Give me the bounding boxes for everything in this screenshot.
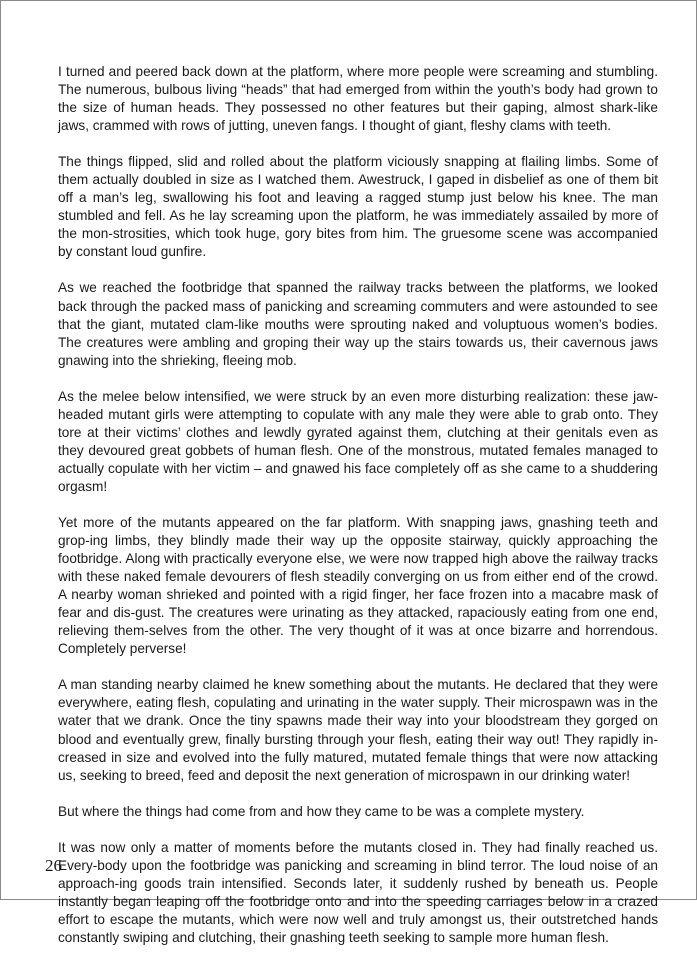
page-number: 26 xyxy=(45,856,62,875)
paragraph-8: It was now only a matter of moments before the mutants closed in. They had finally reached us. Every-body upon the footbridge was panicking and screaming in blind terror. The loud noise of an approach-ing goods train intensified. Seconds later, it suddenly rushed by beneath us. People instantly began leaping off the footbridge onto and into the speeding carriages below in a crazed effort to escape the mutants, which were now well and truly amongst us, their outstretched hands constantly swiping and clutching, their gnashing teeth seeking to sample more human flesh. xyxy=(58,839,658,945)
paragraph-4: As the melee below intensified, we were struck by an even more disturbing realization: these jaw-headed mutant girls were attempting to copulate with any male they were able to grab onto. They tore at their victims’ clothes and lewdly gyrated against them, clutching at their genitals even as they devoured great gobbets of human flesh. One of the monstrous, mutated females managed to actually copulate with her victim – and gnawed his face completely off as she came to a shuddering orgasm! xyxy=(58,388,658,494)
paragraph-1: I turned and peered back down at the platform, where more people were screaming and stumbling. The numerous, bulbous living “heads” that had emerged from within the youth’s body had grown to the size of human heads. They possessed no other features but their gaping, almost shark-like jaws, crammed with rows of jutting, uneven fangs. I thought of giant, fleshy clams with teeth. xyxy=(58,64,658,134)
paragraph-2: The things flipped, slid and rolled about the platform viciously snapping at flailing limbs. Some of them actually doubled in size as I watched them. Awestruck, I gaped in disbelief as one of them bit off a man’s leg, swallowing his foot and leaving a ragged stump just below his knee. The man stumbled and fell. As he lay screaming upon the platform, he was immediately assailed by more of the mon-strosities, which took huge, gory bites from him. The gruesome scene was accompanied by constant loud gunfire. xyxy=(58,154,658,260)
body-text xyxy=(58,63,658,965)
paragraph-7: But where the things had come from and how they came to be was a complete mystery. xyxy=(58,803,585,819)
paragraph-6: A man standing nearby claimed he knew something about the mutants. He declared that they were everywhere, eating flesh, copulating and urinating in the water supply. Their microspawn was in the water that we drank. Once the tiny spawns made their way into your bloodstream they gorged on blood and eventually grew, finally bursting through your flesh, eating their way out! They rapidly in-creased in size and evolved into the fully matured, mutated female things that were now attacking us, seeking to breed, feed and deposit the next generation of microspawn in our drinking water! xyxy=(58,677,658,783)
paragraph-3: As we reached the footbridge that spanned the railway tracks between the platforms, we looked back through the packed mass of panicking and screaming commuters and were astounded to see that the giant, mutated clam-like mouths were sprouting naked and voluptuous women’s bodies. The creatures were ambling and groping their way up the stairs towards us, their cavernous jaws gnawing into the shrieking, fleeing mob. xyxy=(58,280,658,368)
paragraph-5: Yet more of the mutants appeared on the far platform. With snapping jaws, gnashing teeth and grop-ing limbs, they blindly made their way up the opposite stairway, quickly approaching the footbridge. Along with practically everyone else, we were now trapped high above the railway tracks with these naked female devourers of flesh steadily converging on us from either end of the crowd. A nearby woman shrieked and pointed with a rigid finger, her face frozen into a macabre mask of fear and dis-gust. The creatures were urinating as they attacked, rapaciously eating from one end, relieving them-selves from the other. The very thought of it was at once bizarre and horrendous. Completely perverse! xyxy=(58,514,658,657)
